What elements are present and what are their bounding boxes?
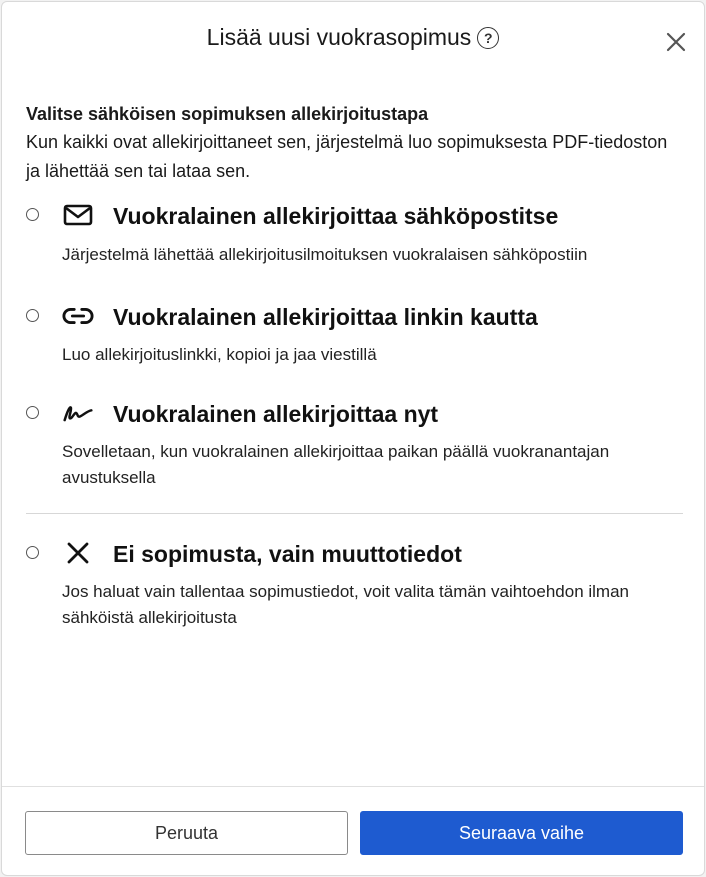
options-divider bbox=[26, 513, 683, 514]
option-description bbox=[62, 439, 702, 491]
option-title: Vuokralainen allekirjoittaa linkin kautta bbox=[113, 304, 538, 330]
option-title: Vuokralainen allekirjoittaa nyt bbox=[113, 401, 439, 427]
option-sign-now[interactable] bbox=[2, 396, 704, 496]
option-description-line: sähköistä allekirjoitusta bbox=[62, 608, 237, 627]
option-description bbox=[62, 579, 702, 631]
x-icon bbox=[62, 540, 94, 566]
option-description-line: Sovelletaan, kun vuokralainen allekirjoittaa paikan päällä vuokranantajan bbox=[62, 442, 610, 461]
option-description bbox=[62, 242, 702, 268]
option-link[interactable] bbox=[2, 298, 704, 378]
option-description-line: Järjestelmä lähettää allekirjoitusilmoituksen vuokralaisen sähköpostiin bbox=[62, 245, 588, 264]
dialog-header bbox=[2, 2, 704, 78]
radio-sign-now[interactable] bbox=[26, 406, 39, 419]
option-title: Ei sopimusta, vain muuttotiedot bbox=[113, 541, 462, 567]
option-no-contract[interactable] bbox=[2, 536, 704, 636]
footer-divider bbox=[2, 786, 704, 787]
signature-icon bbox=[62, 400, 94, 426]
option-description-line: Jos haluat vain tallentaa sopimustiedot, voit valita tämän vaihtoehdon ilman bbox=[62, 582, 630, 601]
help-circle-icon[interactable]: ? bbox=[477, 27, 499, 49]
radio-email[interactable] bbox=[26, 208, 39, 221]
close-icon bbox=[664, 30, 688, 54]
option-description bbox=[62, 342, 702, 368]
cancel-button[interactable]: Peruuta bbox=[25, 811, 348, 855]
radio-link[interactable] bbox=[26, 309, 39, 322]
intro-text-line: Kun kaikki ovat allekirjoittaneet sen, järjestelmä luo sopimuksesta PDF-tiedoston bbox=[26, 132, 668, 152]
option-email[interactable] bbox=[2, 198, 704, 278]
option-description-line: Luo allekirjoituslinkki, kopioi ja jaa viestillä bbox=[62, 345, 377, 364]
option-description-line: avustuksella bbox=[62, 468, 156, 487]
title-wrap bbox=[2, 24, 704, 51]
intro-text bbox=[26, 128, 686, 186]
next-step-button[interactable]: Seuraava vaihe bbox=[360, 811, 683, 855]
close-button[interactable] bbox=[664, 30, 688, 54]
intro-section bbox=[26, 102, 686, 186]
envelope-icon bbox=[62, 202, 94, 228]
radio-no-contract[interactable] bbox=[26, 546, 39, 559]
intro-heading: Valitse sähköisen sopimuksen allekirjoitustapa bbox=[26, 104, 429, 124]
option-title: Vuokralainen allekirjoittaa sähköpostitse bbox=[113, 203, 559, 229]
intro-text-line: ja lähettää sen tai lataa sen. bbox=[26, 161, 251, 181]
add-lease-dialog bbox=[1, 1, 705, 876]
link-icon bbox=[62, 303, 94, 329]
dialog-title: Lisää uusi vuokrasopimus bbox=[206, 24, 472, 50]
